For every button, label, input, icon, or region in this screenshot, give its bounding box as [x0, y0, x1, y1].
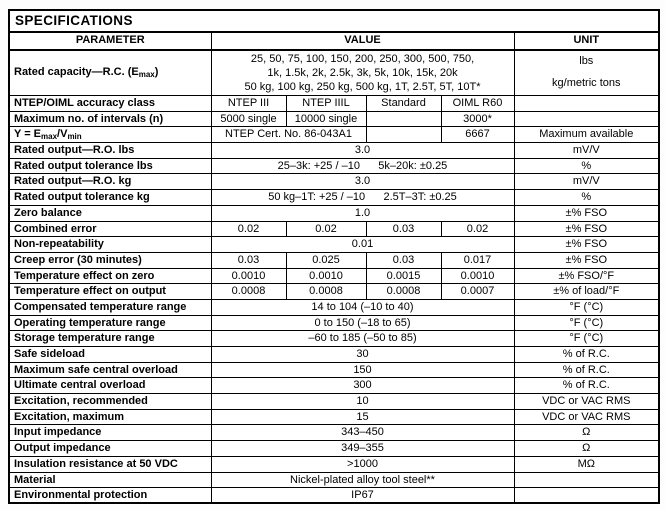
value-cell: 0 to 150 (–18 to 65): [211, 315, 514, 331]
column-header-unit: UNIT: [514, 32, 659, 50]
value-cell: 0.0010: [286, 268, 366, 284]
table-row: [9, 409, 659, 425]
table-row: [9, 237, 659, 253]
value-cell: 0.03: [366, 252, 441, 268]
parameter-cell: Rated output tolerance kg: [9, 190, 211, 206]
value-cell: 349–355: [211, 441, 514, 457]
table-row: [9, 425, 659, 441]
value-cell: 0.03: [366, 221, 441, 237]
parameter-cell: Excitation, recommended: [9, 394, 211, 410]
unit-cell: ±% FSO: [514, 237, 659, 253]
value-cell: 0.02: [441, 221, 514, 237]
unit-cell: [514, 96, 659, 112]
unit-cell: ±% FSO/°F: [514, 268, 659, 284]
parameter-cell: Rated output—R.O. lbs: [9, 143, 211, 159]
unit-cell: ±% of load/°F: [514, 284, 659, 300]
value-cell: NTEP IIIL: [286, 96, 366, 112]
unit-stack: [515, 51, 659, 95]
value-cell: 0.0008: [286, 284, 366, 300]
table-row: [9, 111, 659, 127]
table-row: [9, 252, 659, 268]
table-row: [9, 284, 659, 300]
specifications-table: [8, 9, 660, 504]
unit-cell: mV/V: [514, 143, 659, 159]
value-cell: 30: [211, 347, 514, 363]
parameter-cell: Environmental protection: [9, 488, 211, 504]
value-cell: 300: [211, 378, 514, 394]
value-cell: 1.0: [211, 205, 514, 221]
unit-cell: %: [514, 190, 659, 206]
unit-line: lbs: [579, 55, 594, 68]
value-cell: >1000: [211, 456, 514, 472]
value-cell: 25–3k: +25 / –10 5k–20k: ±0.25: [211, 158, 514, 174]
parameter-cell: Maximum safe central overload: [9, 362, 211, 378]
parameter-cell: Excitation, maximum: [9, 409, 211, 425]
parameter-cell: Storage temperature range: [9, 331, 211, 347]
specifications-sheet: [8, 9, 658, 501]
table-row: [9, 315, 659, 331]
parameter-cell: Maximum no. of intervals (n): [9, 111, 211, 127]
parameter-cell: Zero balance: [9, 205, 211, 221]
unit-cell: [514, 50, 659, 96]
unit-cell: [514, 472, 659, 488]
spec-table-body: [9, 10, 659, 503]
table-row: [9, 378, 659, 394]
table-row: [9, 472, 659, 488]
parameter-cell: Ultimate central overload: [9, 378, 211, 394]
parameter-cell: Rated capacity—R.C. $(E_{max})$: [9, 50, 211, 96]
unit-cell: mV/V: [514, 174, 659, 190]
value-cell: 0.02: [211, 221, 286, 237]
value-cell: 10000 single: [286, 111, 366, 127]
unit-cell: °F (°C): [514, 299, 659, 315]
parameter-cell: Material: [9, 472, 211, 488]
page-title: SPECIFICATIONS: [9, 10, 659, 32]
table-row: [9, 127, 659, 143]
parameter-cell: Operating temperature range: [9, 315, 211, 331]
table-row: [9, 488, 659, 504]
value-cell: [366, 111, 441, 127]
value-cell: 15: [211, 409, 514, 425]
table-row: [9, 441, 659, 457]
table-row: [9, 347, 659, 363]
unit-cell: % of R.C.: [514, 362, 659, 378]
parameter-cell: Compensated temperature range: [9, 299, 211, 315]
value-cell: 0.0010: [211, 268, 286, 284]
table-row: [9, 158, 659, 174]
table-row: [9, 143, 659, 159]
value-cell: IP67: [211, 488, 514, 504]
unit-cell: % of R.C.: [514, 347, 659, 363]
value-cell: 0.0015: [366, 268, 441, 284]
value-cell: Standard: [366, 96, 441, 112]
table-row: [9, 394, 659, 410]
parameter-cell: $Y = E_{max}/V_{min}$: [9, 127, 211, 143]
parameter-cell: Temperature effect on output: [9, 284, 211, 300]
unit-cell: ±% FSO: [514, 252, 659, 268]
value-cell: NTEP Cert. No. 86-043A1: [211, 127, 366, 143]
unit-cell: % of R.C.: [514, 378, 659, 394]
unit-cell: °F (°C): [514, 331, 659, 347]
unit-cell: Maximum available: [514, 127, 659, 143]
table-row: [9, 268, 659, 284]
table-title-row: [9, 10, 659, 32]
table-header-row: [9, 32, 659, 50]
unit-cell: °F (°C): [514, 315, 659, 331]
parameter-cell: Input impedance: [9, 425, 211, 441]
value-cell: 0.0010: [441, 268, 514, 284]
value-cell: 0.0008: [366, 284, 441, 300]
table-row: [9, 221, 659, 237]
unit-cell: VDC or VAC RMS: [514, 394, 659, 410]
value-cell: 5000 single: [211, 111, 286, 127]
value-cell: 150: [211, 362, 514, 378]
unit-cell: [514, 111, 659, 127]
parameter-cell: Rated output—R.O. kg: [9, 174, 211, 190]
unit-cell: Ω: [514, 441, 659, 457]
column-header-parameter: PARAMETER: [9, 32, 211, 50]
table-row: [9, 456, 659, 472]
value-cell: OIML R60: [441, 96, 514, 112]
value-cell: 6667: [441, 127, 514, 143]
unit-cell: %: [514, 158, 659, 174]
parameter-cell: Rated output tolerance lbs: [9, 158, 211, 174]
value-cell: 3.0: [211, 174, 514, 190]
column-header-value: VALUE: [211, 32, 514, 50]
value-cell: 14 to 104 (–10 to 40): [211, 299, 514, 315]
unit-cell: MΩ: [514, 456, 659, 472]
value-cell: 0.025: [286, 252, 366, 268]
parameter-cell: Output impedance: [9, 441, 211, 457]
table-row: [9, 190, 659, 206]
value-cell: –60 to 185 (–50 to 85): [211, 331, 514, 347]
unit-cell: ±% FSO: [514, 221, 659, 237]
parameter-cell: Combined error: [9, 221, 211, 237]
value-cell: 0.017: [441, 252, 514, 268]
parameter-cell: Safe sideload: [9, 347, 211, 363]
value-cell: 25, 50, 75, 100, 150, 200, 250, 300, 500, 750, 1k, 1.5k, 2k, 2.5k, 3k, 5k, 10k, 15k, 20k 50 kg, 100 kg, 250 kg, 500 kg, 1T, 2.5T, 5T, 10T*: [211, 50, 514, 96]
value-cell: 3000*: [441, 111, 514, 127]
table-row: [9, 50, 659, 96]
value-cell: 10: [211, 394, 514, 410]
value-cell: [366, 127, 441, 143]
parameter-cell: NTEP/OIML accuracy class: [9, 96, 211, 112]
unit-cell: ±% FSO: [514, 205, 659, 221]
parameter-cell: Insulation resistance at 50 VDC: [9, 456, 211, 472]
parameter-cell: Temperature effect on zero: [9, 268, 211, 284]
value-cell: 50 kg–1T: +25 / –10 2.5T–3T: ±0.25: [211, 190, 514, 206]
value-cell: 0.03: [211, 252, 286, 268]
unit-cell: VDC or VAC RMS: [514, 409, 659, 425]
unit-cell: [514, 488, 659, 504]
value-cell: 0.01: [211, 237, 514, 253]
value-cell: 0.0008: [211, 284, 286, 300]
unit-line: kg/metric tons: [552, 77, 621, 90]
parameter-cell: Non-repeatability: [9, 237, 211, 253]
value-cell: 0.0007: [441, 284, 514, 300]
table-row: [9, 331, 659, 347]
table-row: [9, 96, 659, 112]
table-row: [9, 205, 659, 221]
value-cell: 0.02: [286, 221, 366, 237]
value-cell: Nickel-plated alloy tool steel**: [211, 472, 514, 488]
value-cell: NTEP III: [211, 96, 286, 112]
parameter-cell: Creep error (30 minutes): [9, 252, 211, 268]
value-cell: 343–450: [211, 425, 514, 441]
table-row: [9, 299, 659, 315]
value-cell: 3.0: [211, 143, 514, 159]
table-row: [9, 174, 659, 190]
table-row: [9, 362, 659, 378]
unit-cell: Ω: [514, 425, 659, 441]
